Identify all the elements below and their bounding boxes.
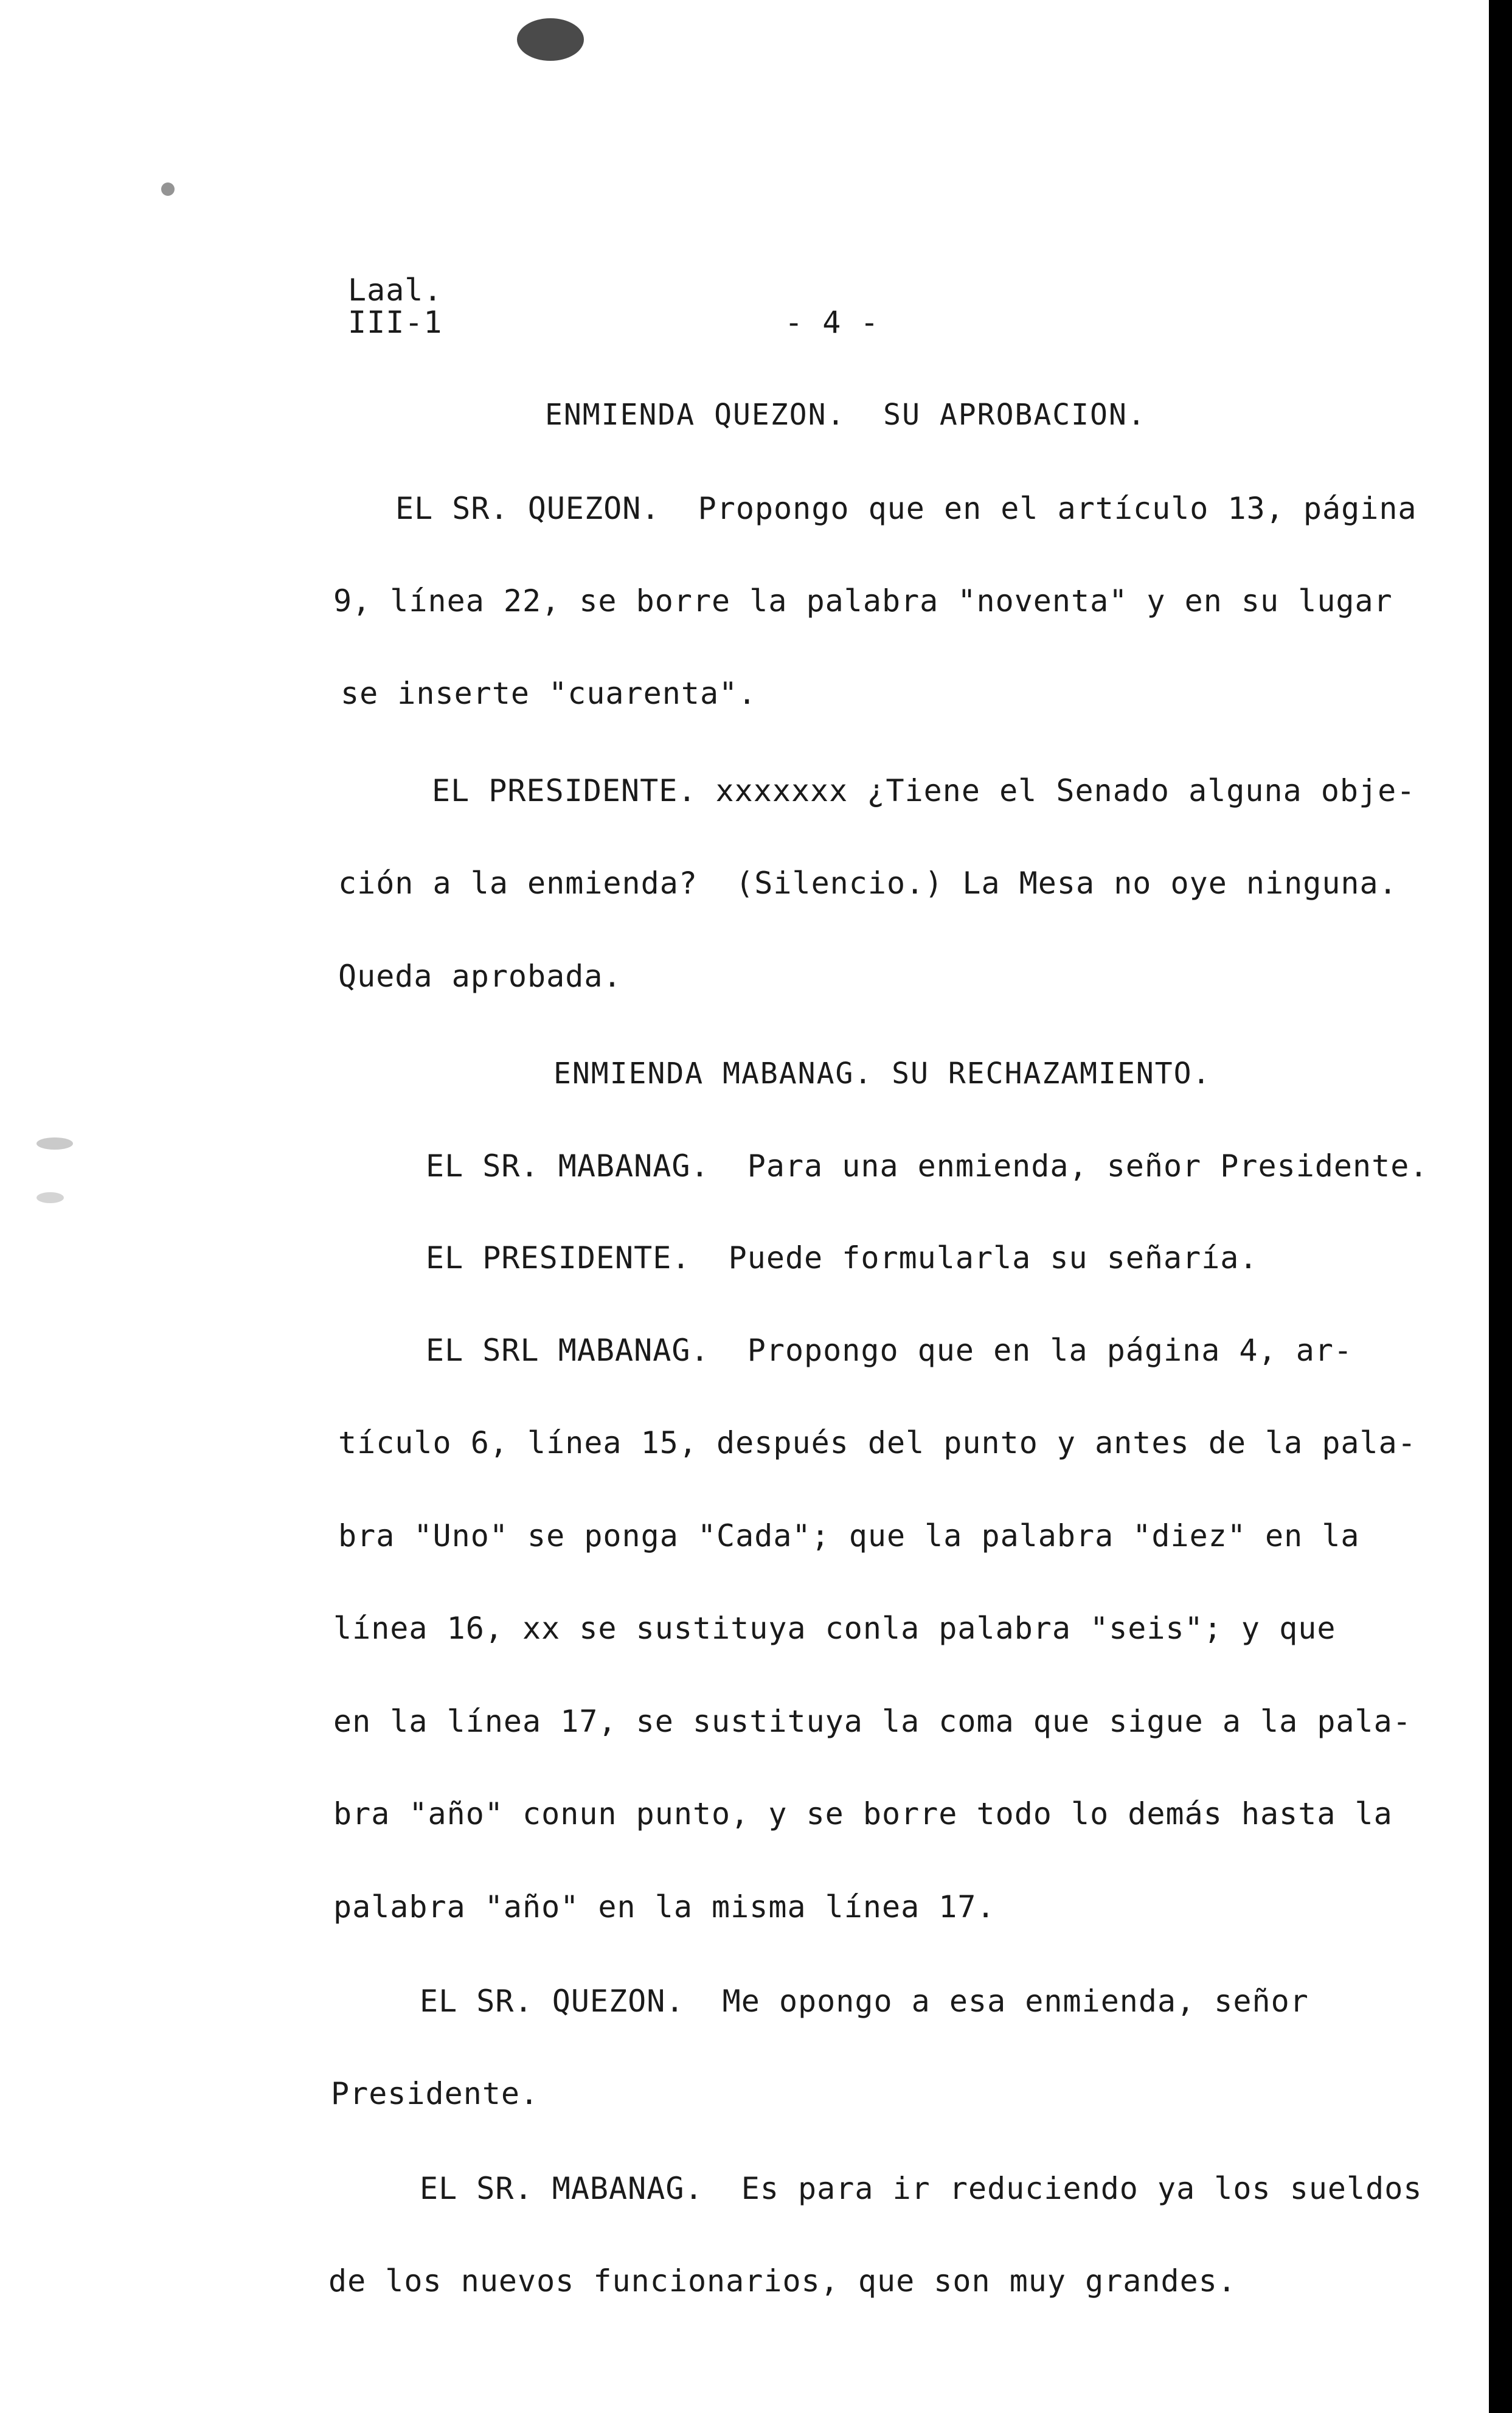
paragraph-line: de los nuevos funcionarios, que son muy grandes. — [328, 2263, 1236, 2299]
paragraph-line: EL PRESIDENTE. Puede formularla su señaría. — [426, 1240, 1258, 1276]
scan-smudge — [517, 18, 584, 61]
paragraph-line: bra "año" conun punto, y se borre todo lo demás hasta la — [333, 1796, 1393, 1831]
paragraph-line: se inserte "cuarenta". — [341, 676, 757, 711]
paragraph-line: palabra "año" en la misma línea 17. — [333, 1889, 996, 1925]
paragraph-line: Queda aprobada. — [338, 959, 622, 994]
paragraph-line: EL SR. QUEZON. Propongo que en el artículo 13, página — [395, 491, 1417, 526]
paragraph-line: ción a la enmienda? (Silencio.) La Mesa no oye ninguna. — [338, 866, 1398, 901]
scan-speck — [36, 1192, 64, 1203]
section-heading-mabanag: ENMIENDA MABANAG. SU RECHAZAMIENTO. — [553, 1057, 1212, 1091]
page-number: - 4 - — [785, 305, 879, 340]
paragraph-line: Presidente. — [331, 2076, 539, 2111]
paragraph-line: EL SR. QUEZON. Me opongo a esa enmienda, señor — [420, 1984, 1309, 2019]
scan-speck — [36, 1137, 73, 1150]
scan-speck — [161, 182, 175, 196]
document-ref-line-2: III-1 — [348, 305, 443, 340]
paragraph-line: EL SR. MABANAG. Es para ir reduciendo ya los sueldos — [420, 2171, 1423, 2206]
paragraph-line: en la línea 17, se sustituya la coma que sigue a la pala- — [333, 1704, 1412, 1739]
paragraph-line: bra "Uno" se ponga "Cada"; que la palabra "diez" en la — [338, 1518, 1360, 1554]
paragraph-line: EL SRL MABANAG. Propongo que en la página 4, ar- — [426, 1333, 1353, 1368]
paragraph-line: EL PRESIDENTE. xxxxxxx ¿Tiene el Senado alguna obje- — [432, 773, 1416, 808]
document-ref-line-1: Laal. — [348, 273, 443, 308]
section-heading-quezon: ENMIENDA QUEZON. SU APROBACION. — [545, 398, 1146, 432]
paragraph-line: EL SR. MABANAG. Para una enmienda, señor Presidente. — [426, 1148, 1429, 1184]
paragraph-line: tículo 6, línea 15, después del punto y antes de la pala- — [338, 1425, 1417, 1460]
paragraph-line: línea 16, xx se sustituya conla palabra "seis"; y que — [333, 1611, 1336, 1646]
paragraph-line: 9, línea 22, se borre la palabra "noventa" y en su lugar — [333, 583, 1393, 619]
